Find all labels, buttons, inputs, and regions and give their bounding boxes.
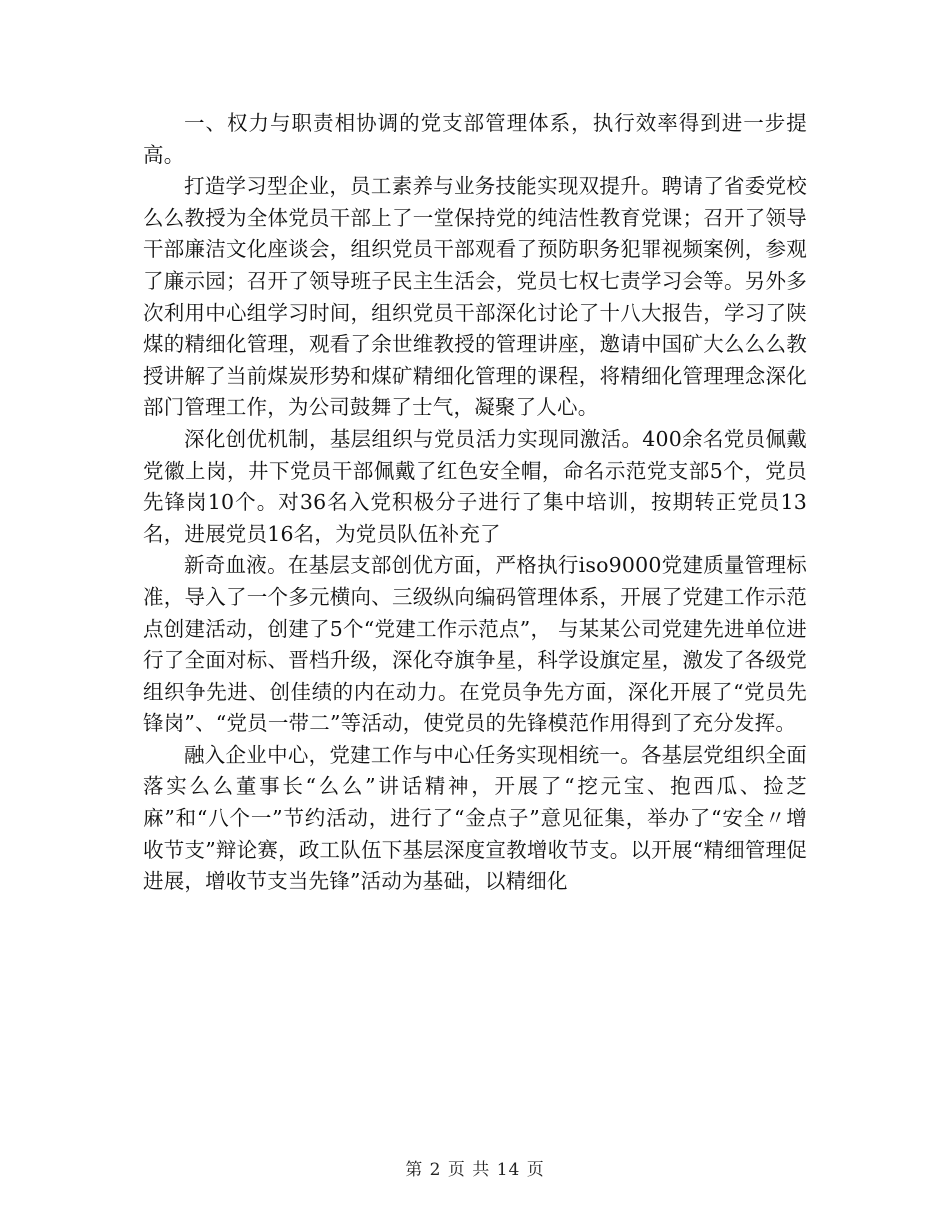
paragraph: 一、权力与职责相协调的党支部管理体系，执行效率得到进一步提高。 — [143, 111, 807, 167]
document-body — [143, 108, 807, 898]
paragraph: 融入企业中心，党建工作与中心任务实现相统一。各基层党组织全面落实么么董事长“么么”讲话精神，开展了“挖元宝、抱西瓜、捡芝麻”和“八个一”节约活动，进行了“金点子”意见征集，举办了“安全〃增收节支”辩论赛，政工队伍下基层深度宣教增收节支。以开展“精细管理促进展，增收节支当先锋”活动为基础，以精细化 — [143, 742, 807, 894]
paragraph: 深化创优机制，基层组织与党员活力实现同激活。400余名党员佩戴党徽上岗，井下党员干部佩戴了红色安全帽，命名示范党支部5个，党员先锋岗10个。对36名入党积极分子进行了集中培训，按期转正党员13名，进展党员16名，为党员队伍补充了 — [143, 426, 807, 546]
paragraph: 打造学习型企业，员工素养与业务技能实现双提升。聘请了省委党校么么教授为全体党员干部上了一堂保持党的纯洁性教育党课；召开了领导干部廉洁文化座谈会，组织党员干部观看了预防职务犯罪视频案例，参观了廉示园；召开了领导班子民主生活会，党员七权七责学习会等。另外多次利用中心组学习时间，组织党员干部深化讨论了十八大报告，学习了陕煤的精细化管理，观看了余世维教授的管理讲座，邀请中国矿大么么么教授讲解了当前煤炭形势和煤矿精细化管理的课程，将精细化管理理念深化部门管理工作，为公司鼓舞了士气，凝聚了人心。 — [143, 174, 807, 420]
page-number-footer: 第 2 页 共 14 页 — [405, 1160, 545, 1180]
paragraph: 新奇血液。在基层支部创优方面，严格执行iso9000党建质量管理标准，导入了一个多元横向、三级纵向编码管理体系，开展了党建工作示范点创建活动，创建了5个“党建工作示范点”， 与某某公司党建先进单位进行了全面对标、晋档升级，深化夺旗争星，科学设旗定星，激发了各级党组织争先进、创佳绩的内在动力。在党员争先方面，深化开展了“党员先锋岗”、“党员一带二”等活动，使党员的先锋模范作用得到了充分发挥。 — [143, 553, 807, 736]
